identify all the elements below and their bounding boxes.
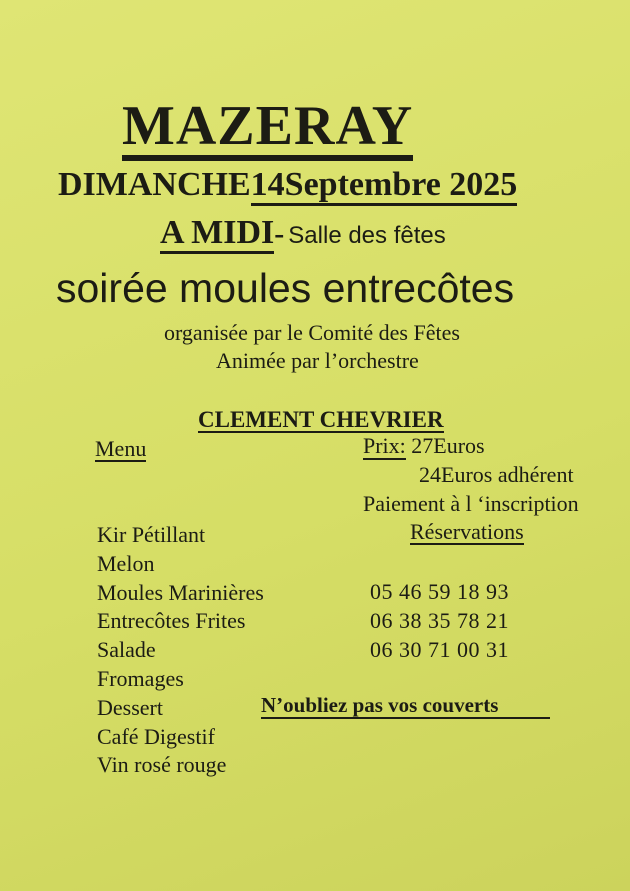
event-name: soirée moules entrecôtes <box>56 265 515 311</box>
payment-note: Paiement à l ‘inscription <box>363 491 579 516</box>
music-text: Animée par l’orchestre <box>216 348 419 373</box>
menu-heading: Menu <box>95 436 147 461</box>
menu-item: Kir Pétillant <box>97 522 206 547</box>
event-time: A MIDI <box>160 214 274 254</box>
menu-item: Dessert <box>97 694 163 720</box>
price-line <box>363 435 485 457</box>
poster-title: MAZERAY <box>122 98 413 161</box>
price-label: Prix: <box>363 433 406 458</box>
price-value: 27Euros <box>411 433 485 458</box>
separator-dash: - <box>274 217 285 250</box>
event-date-line <box>58 168 517 202</box>
organizer-text: organisée par le Comité des Fêtes <box>164 320 460 345</box>
phone-number: 05 46 59 18 93 <box>370 579 509 604</box>
event-day: DIMANCHE <box>58 166 251 203</box>
event-venue: Salle des fêtes <box>288 222 446 249</box>
time-venue-line <box>160 216 446 250</box>
phone-list <box>370 578 509 664</box>
menu-item: Melon <box>97 550 155 576</box>
phone-number: 06 38 35 78 21 <box>370 607 509 633</box>
menu-item: Vin rosé rouge <box>97 752 227 778</box>
reminder-text: N’oubliez pas vos couverts <box>261 695 550 719</box>
menu-item: Café Digestif <box>97 723 215 749</box>
menu-item: Fromages <box>97 665 184 691</box>
phone-number: 06 30 71 00 31 <box>370 636 509 662</box>
orchestra-name: CLEMENT CHEVRIER <box>198 407 444 432</box>
menu-item: Salade <box>97 637 156 663</box>
menu-item: Entrecôtes Frites <box>97 608 246 634</box>
reservations-heading: Réservations <box>410 519 524 544</box>
event-date: 14Septembre 2025 <box>251 166 518 206</box>
menu-item: Moules Marinières <box>97 579 264 605</box>
menu-list <box>97 521 264 780</box>
member-price: 24Euros adhérent <box>419 462 574 487</box>
